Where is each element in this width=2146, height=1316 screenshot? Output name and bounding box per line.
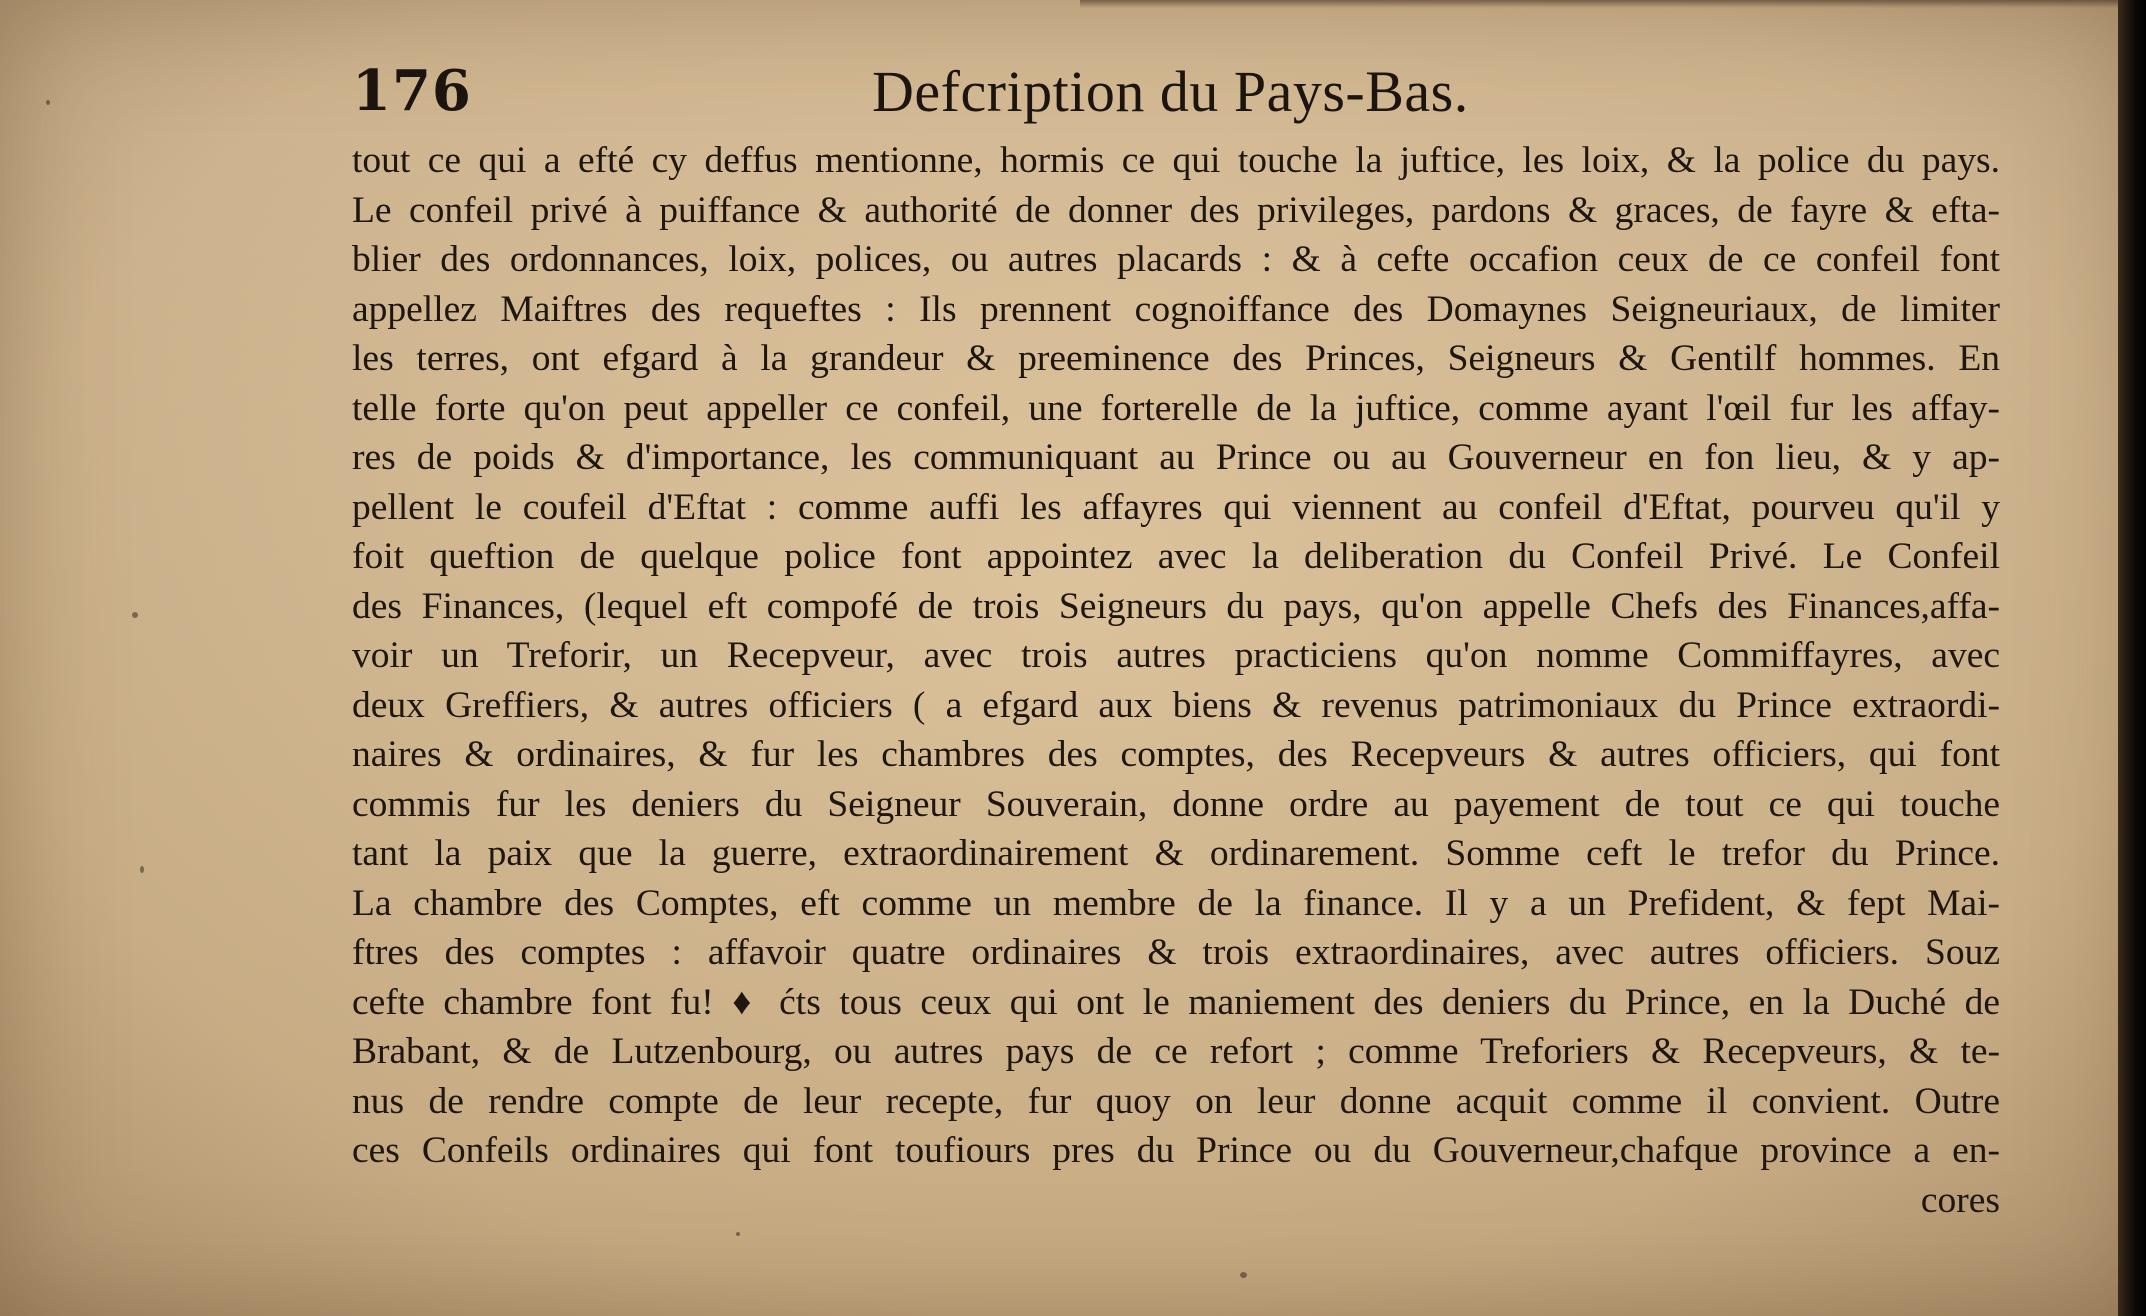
paper-speck <box>140 866 144 873</box>
text-line: telle forte qu'on peut appeller ce confeil, une forterelle de la juftice, comme ayant l'œil fur les affay- <box>352 387 2000 429</box>
text-line: ftres des comptes : affavoir quatre ordinaires & trois extraordinaires, avec autres officiers. Souz <box>352 932 2000 973</box>
text-line: naires & ordinaires, & fur les chambres des comptes, des Recepveurs & autres officiers, qui font <box>352 734 2000 775</box>
text-line: cefte chambre font fu! ♦ ćts tous ceux qui ont le maniement des deniers du Prince, en la Duché de <box>352 981 2000 1023</box>
text-line: Brabant, & de Lutzenbourg, ou autres pays de ce refort ; comme Treforiers & Recepveurs, & te- <box>352 1031 2000 1072</box>
text-line: des Finances, (lequel eft compofé de trois Seigneurs du pays, qu'on appelle Chefs des Finances,affa- <box>352 585 2000 627</box>
paper-speck <box>736 1232 740 1236</box>
text-line: blier des ordonnances, loix, polices, ou autres placards : & à cefte occafion ceux de ce confeil font <box>352 239 2000 280</box>
catchword: cores <box>1920 1179 2000 1221</box>
text-line: tout ce qui a efté cy deffus mentionne, hormis ce qui touche la juftice, les loix, & la police du pays. <box>352 140 2000 181</box>
text-line: nus de rendre compte de leur recepte, fur quoy on leur donne acquit comme il convient. Outre <box>352 1080 2000 1122</box>
paper-speck <box>1240 1272 1247 1278</box>
text-line: La chambre des Comptes, eft comme un membre de la finance. Il y a un Prefident, & fept Mai- <box>352 882 2000 924</box>
text-line: deux Greffiers, & autres officiers ( a efgard aux biens & revenus patrimoniaux du Prince extraordi- <box>352 684 2000 726</box>
paper-speck <box>46 100 50 105</box>
page-number: 176 <box>352 58 472 124</box>
text-line: Le confeil privé à puiffance & authorité de donner des privileges, pardons & graces, de fayre & efta- <box>352 189 2000 231</box>
text-line: foit queftion de quelque police font appointez avec la deliberation du Confeil Privé. Le Confeil <box>352 536 2000 577</box>
body-text <box>352 136 2000 1225</box>
paper-speck <box>132 612 138 618</box>
text-line: les terres, ont efgard à la grandeur & preeminence des Princes, Seigneurs & Gentilf hommes. En <box>352 338 2000 379</box>
text-line: res de poids & d'importance, les communiquant au Prince ou au Gouverneur en fon lieu, & y ap- <box>352 437 2000 478</box>
text-line: ces Confeils ordinaires qui font toufiours pres du Prince ou du Gouverneur,chafque province a en- <box>352 1130 2000 1171</box>
page-header <box>352 58 2002 138</box>
page-binding-edge <box>2118 0 2146 1316</box>
text-line: voir un Treforir, un Recepveur, avec trois autres practiciens qu'on nomme Commiffayres, avec <box>352 635 2000 676</box>
text-line: commis fur les deniers du Seigneur Souverain, donne ordre au payement de tout ce qui touche <box>352 783 2000 825</box>
text-line: pellent le coufeil d'Eftat : comme auffi les affayres qui viennent au confeil d'Eftat, pourveu qu'il y <box>352 486 2000 528</box>
page-top-shadow <box>1080 0 2146 8</box>
running-title: Defcription du Pays-Bas. <box>872 59 1469 124</box>
text-line: tant la paix que la guerre, extraordinairement & ordinarement. Somme ceft le trefor du Prince. <box>352 833 2000 874</box>
text-line: appellez Maiftres des requeftes : Ils prennent cognoiffance des Domaynes Seigneuriaux, de limiter <box>352 288 2000 330</box>
